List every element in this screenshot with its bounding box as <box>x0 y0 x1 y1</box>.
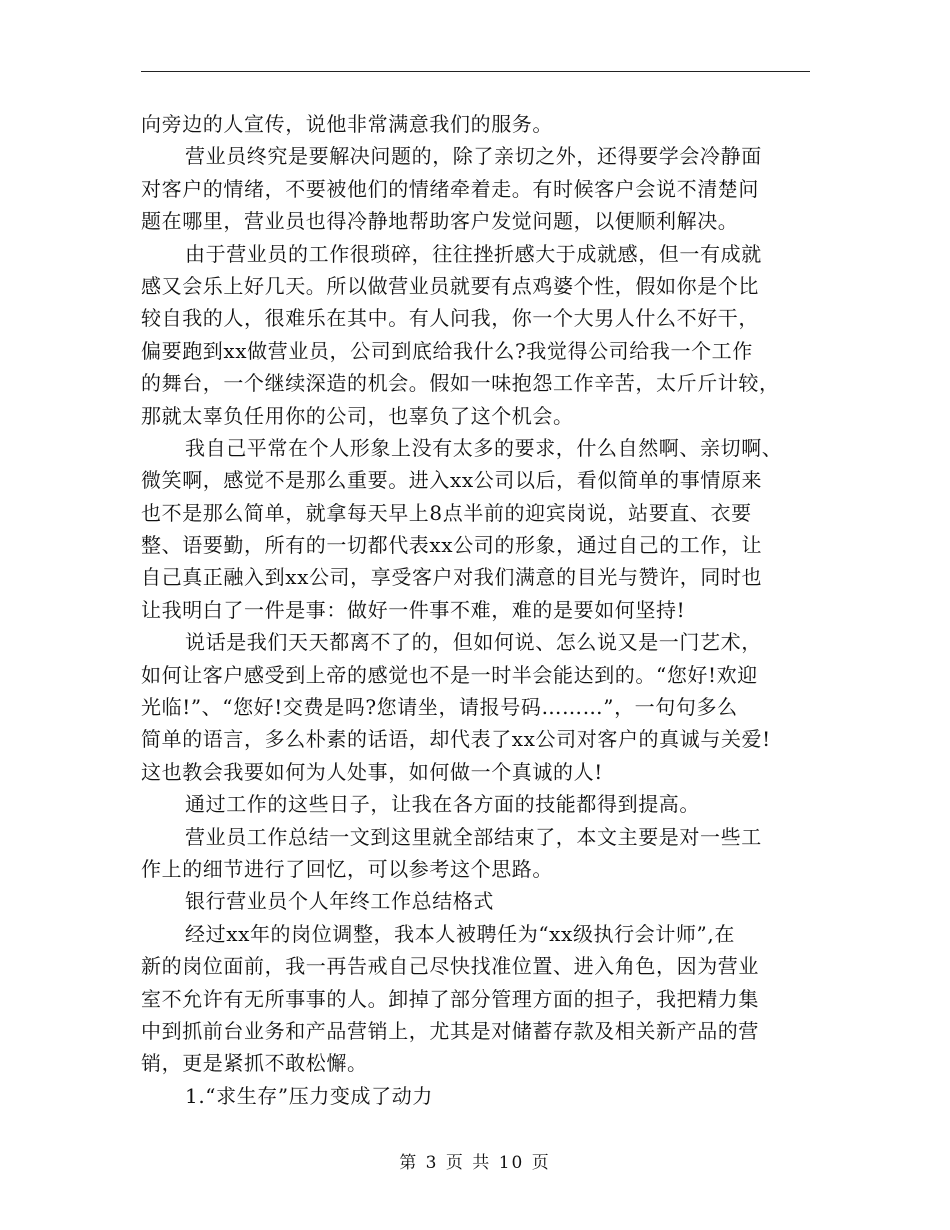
text-line: 这也教会我要如何为人处事，如何做一个真诚的人! <box>141 759 603 784</box>
text-line: 银行营业员个人年终工作总结格式 <box>185 889 494 914</box>
text-line: 让我明白了一件是事：做好一件事不难，难的是要如何坚持! <box>141 597 686 622</box>
text-line: 感又会乐上好几天。所以做营业员就要有点鸡婆个性，假如你是个比 <box>141 273 759 298</box>
text-line: 如何让客户感受到上帝的感觉也不是一时半会能达到的。“您好!欢迎 <box>141 662 758 687</box>
text-line: 营业员工作总结一文到这里就全部结束了，本文主要是对一些工 <box>185 824 762 849</box>
text-line: 简单的语言，多么朴素的话语，却代表了xx公司对客户的真诚与关爱! <box>141 727 771 752</box>
text-line: 我自己平常在个人形象上没有太多的要求，什么自然啊、亲切啊、 <box>185 435 783 460</box>
text-line: 向旁边的人宣传，说他非常满意我们的服务。 <box>141 112 553 136</box>
text-line: 1.“求生存”压力变成了动力 <box>185 1083 433 1108</box>
body-text <box>141 108 813 1112</box>
text-line: 的舞台，一个继续深造的机会。假如一味抱怨工作辛苦，太斤斤计较， <box>141 371 780 396</box>
text-line: 整、语要勤，所有的一切都代表xx公司的形象，通过自己的工作，让 <box>141 533 763 558</box>
page-number-footer: 第 3 页 共 10 页 <box>399 1153 551 1173</box>
text-line: 对客户的情绪，不要被他们的情绪牵着走。有时候客户会说不清楚问 <box>141 176 759 201</box>
text-line: 微笑啊，感觉不是那么重要。进入xx公司以后，看似简单的事情原来 <box>141 468 763 493</box>
text-line: 也不是那么简单，就拿每天早上8点半前的迎宾岗说，站要直、衣要 <box>141 500 752 525</box>
text-line: 中到抓前台业务和产品营销上，尤其是对储蓄存款及相关新产品的营 <box>141 1018 759 1043</box>
text-line: 偏要跑到xx做营业员，公司到底给我什么?我觉得公司给我一个工作 <box>141 338 753 363</box>
text-line: 自己真正融入到xx公司，享受客户对我们满意的目光与赞许，同时也 <box>141 565 763 590</box>
text-line: 由于营业员的工作很琐碎，往往挫折感大于成就感，但一有成就 <box>185 241 762 266</box>
text-line: 销，更是紧抓不敢松懈。 <box>141 1051 368 1076</box>
text-line: 通过工作的这些日子，让我在各方面的技能都得到提高。 <box>185 792 700 817</box>
text-line: 题在哪里，营业员也得冷静地帮助客户发觉问题，以便顺利解决。 <box>141 209 739 234</box>
text-line: 新的岗位面前，我一再告戒自己尽快找准位置、进入角色，因为营业 <box>141 954 759 979</box>
text-line: 室不允许有无所事事的人。卸掉了部分管理方面的担子，我把精力集 <box>141 986 759 1011</box>
text-line: 说话是我们天天都离不了的，但如何说、怎么说又是一门艺术， <box>185 630 762 655</box>
text-line: 较自我的人，很难乐在其中。有人问我，你一个大男人什么不好干， <box>141 306 759 331</box>
text-line: 光临!”、“您好!交费是吗?您请坐，请报号码………”，一句句多么 <box>141 695 738 720</box>
text-line: 营业员终究是要解决问题的，除了亲切之外，还得要学会冷静面 <box>185 144 762 169</box>
header-rule <box>141 71 810 72</box>
text-line: 经过xx年的岗位调整，我本人被聘任为“xx级执行会计师”,在 <box>185 921 735 946</box>
text-line: 那就太辜负任用你的公司，也辜负了这个机会。 <box>141 403 574 428</box>
text-line: 作上的细节进行了回忆，可以参考这个思路。 <box>141 856 553 881</box>
